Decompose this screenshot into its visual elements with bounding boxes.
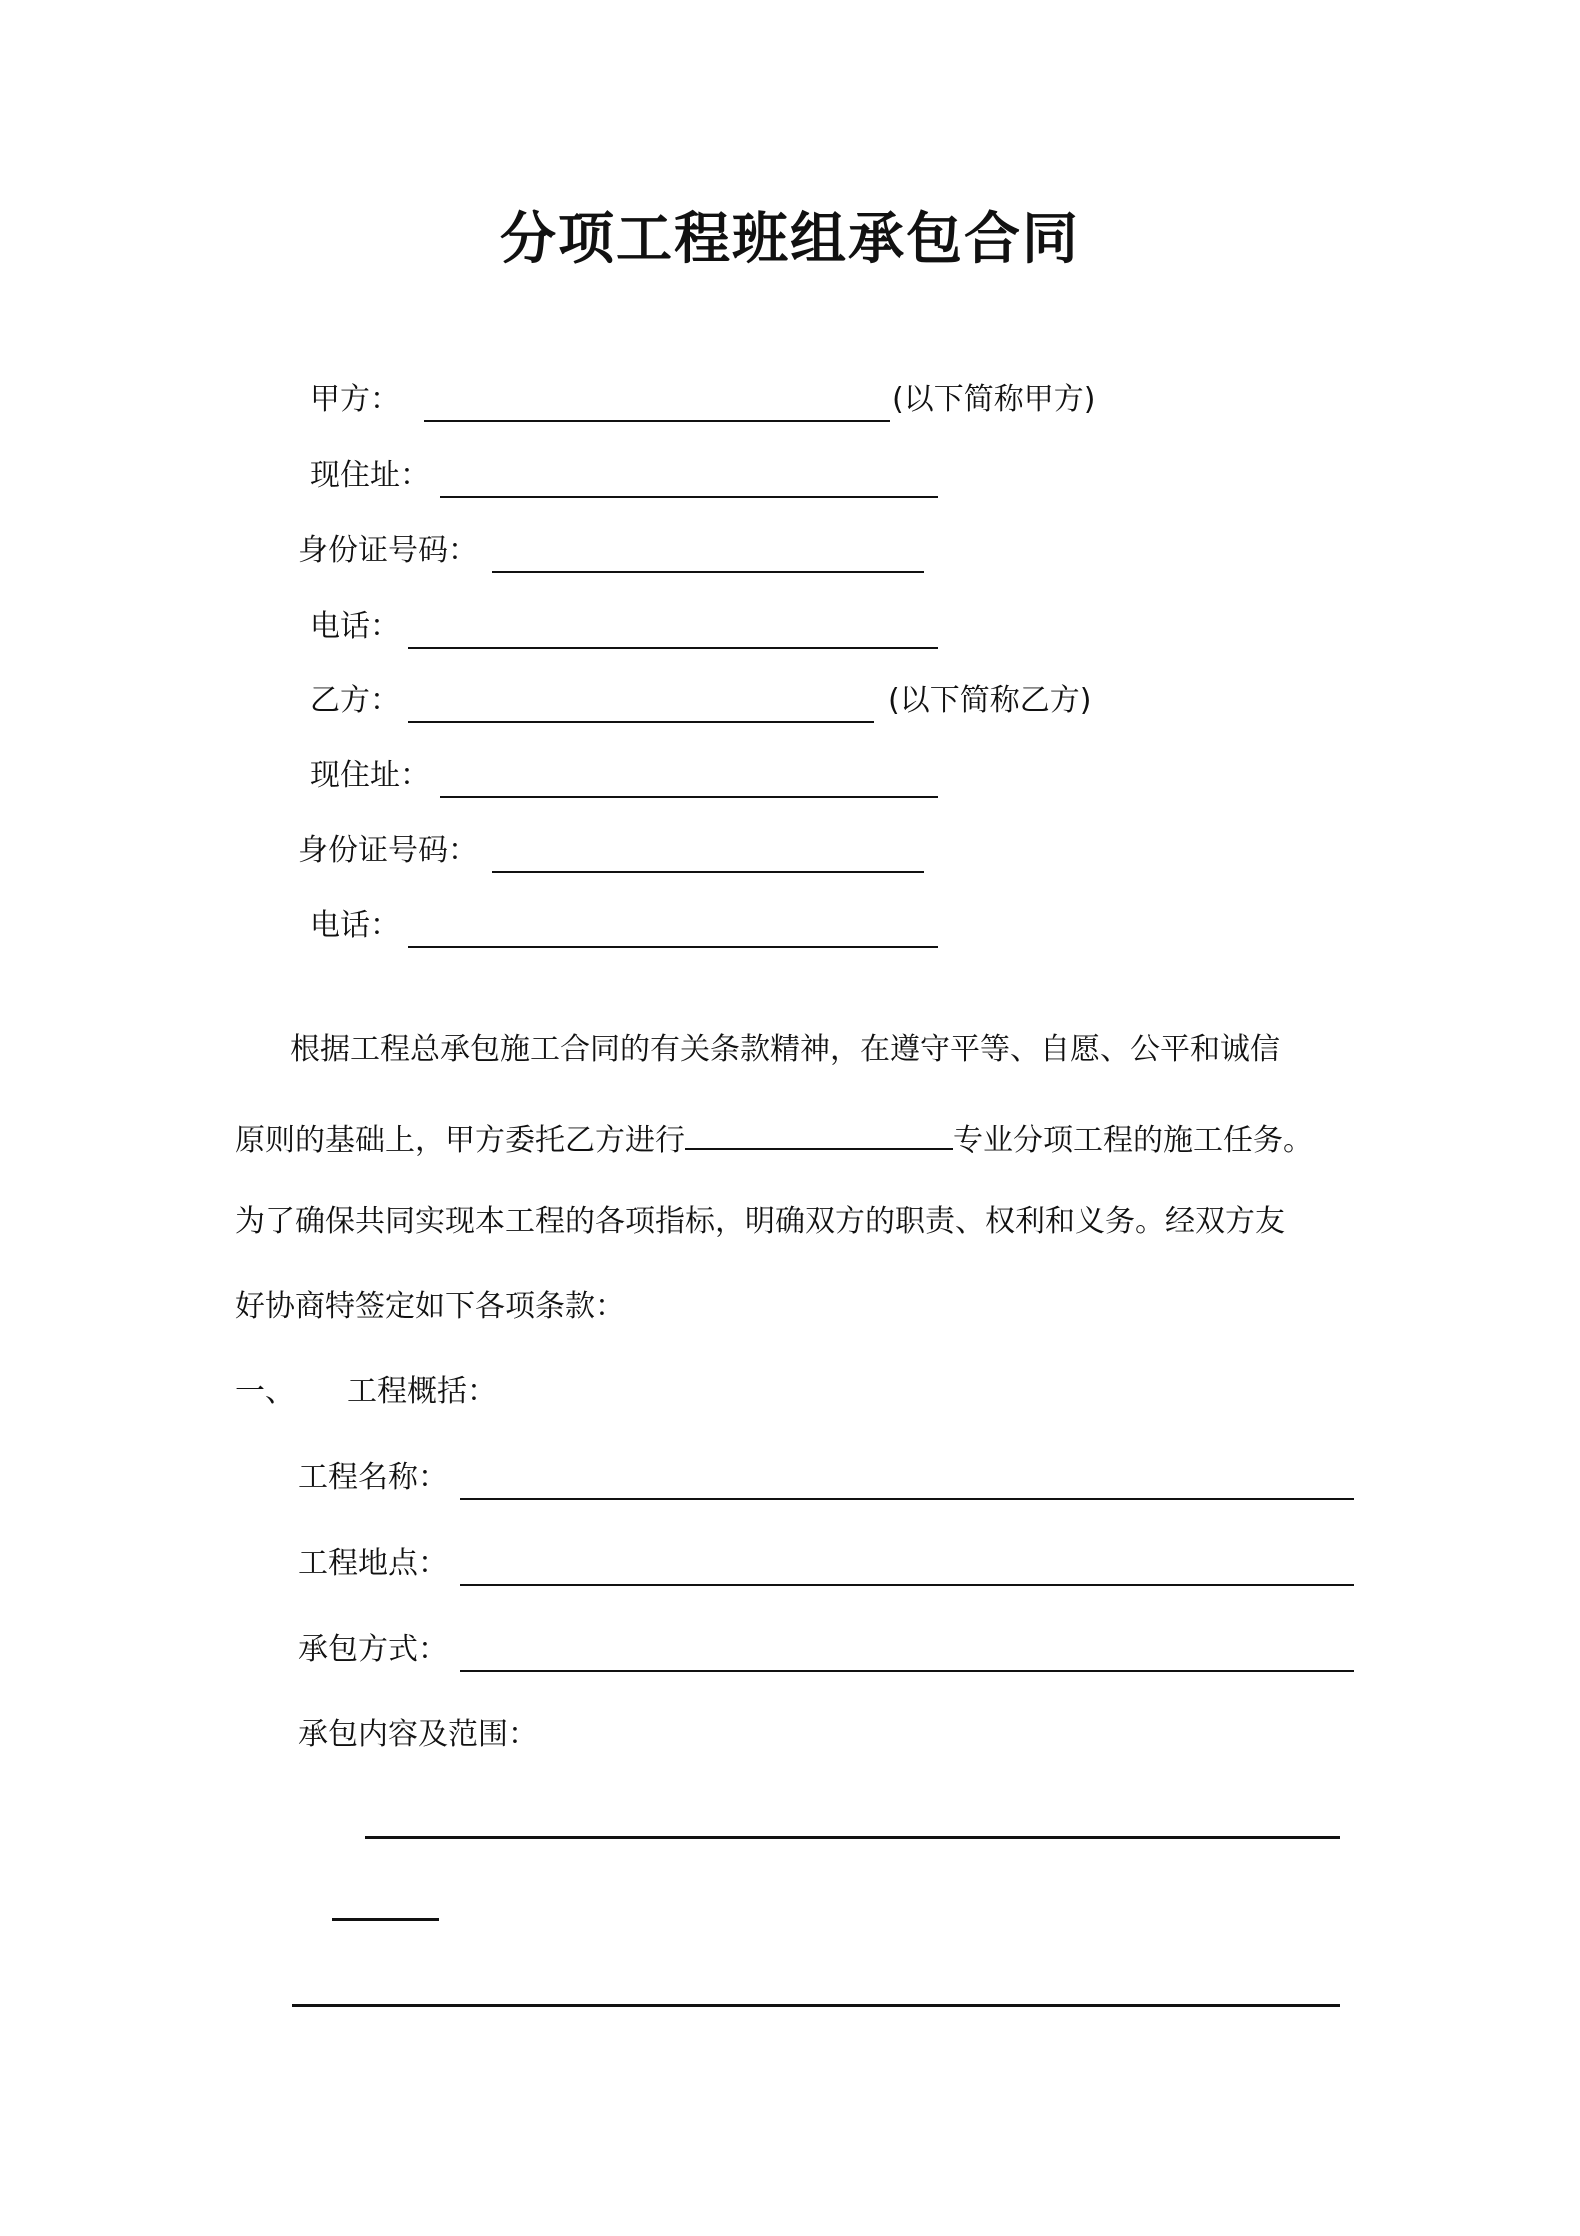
contract-mode-label: 承包方式： <box>298 1632 448 1667</box>
scope-blank-line-3[interactable] <box>292 2004 1340 2007</box>
project-name-label: 工程名称： <box>298 1460 448 1495</box>
scope-blank-line-2[interactable] <box>332 1918 439 1921</box>
party-a-name-label: 甲方： <box>310 382 400 417</box>
party-b-id-row <box>298 827 998 875</box>
preamble-line-4: 好协商特签定如下各项条款： <box>235 1289 625 1324</box>
project-location-blank[interactable] <box>460 1540 1354 1586</box>
party-b-phone-blank[interactable] <box>408 902 938 948</box>
party-b-name-row <box>310 677 1210 725</box>
party-a-phone-label: 电话： <box>310 609 400 644</box>
party-a-name-blank[interactable] <box>424 376 890 422</box>
party-a-address-label: 现住址： <box>310 458 430 493</box>
project-location-label: 工程地点： <box>298 1546 448 1581</box>
contract-mode-row <box>298 1626 1358 1674</box>
scope-blank-line-1[interactable] <box>365 1836 1340 1839</box>
party-b-address-row <box>310 752 1010 800</box>
scope-row <box>298 1711 898 1759</box>
party-a-name-row <box>310 376 1210 424</box>
party-a-id-blank[interactable] <box>492 527 924 573</box>
contract-mode-blank[interactable] <box>460 1626 1354 1672</box>
party-b-name-label: 乙方： <box>310 683 400 718</box>
party-b-id-blank[interactable] <box>492 827 924 873</box>
party-b-address-blank[interactable] <box>440 752 938 798</box>
document-title: 分项工程班组承包合同 <box>500 207 1080 272</box>
party-a-id-row <box>298 527 998 575</box>
specialty-blank[interactable] <box>685 1112 953 1150</box>
project-location-row <box>298 1540 1358 1588</box>
preamble-line-3: 为了确保共同实现本工程的各项指标，明确双方的职责、权利和义务。经双方友 <box>235 1204 1285 1239</box>
party-b-name-suffix: (以下简称乙方) <box>888 683 1092 718</box>
party-a-phone-blank[interactable] <box>408 603 938 649</box>
party-a-name-suffix: (以下简称甲方) <box>892 382 1096 417</box>
party-a-address-blank[interactable] <box>440 452 938 498</box>
party-b-name-blank[interactable] <box>408 677 874 723</box>
preamble-line-1: 根据工程总承包施工合同的有关条款精神，在遵守平等、自愿、公平和诚信 <box>290 1032 1280 1067</box>
party-b-id-label: 身份证号码： <box>298 833 478 868</box>
section-1-number: 一、 <box>235 1374 295 1409</box>
project-name-row <box>298 1454 1358 1502</box>
preamble-line-2-end: 专业分项工程的施工任务。 <box>953 1123 1313 1158</box>
section-1-heading-row <box>235 1368 835 1416</box>
party-b-phone-row <box>310 902 1010 950</box>
project-name-blank[interactable] <box>460 1454 1354 1500</box>
party-b-address-label: 现住址： <box>310 758 430 793</box>
preamble-line-2-start: 原则的基础上，甲方委托乙方进行 <box>235 1123 685 1158</box>
preamble-line-2 <box>235 1112 1355 1165</box>
party-a-address-row <box>310 452 1010 500</box>
party-b-phone-label: 电话： <box>310 908 400 943</box>
party-a-id-label: 身份证号码： <box>298 533 478 568</box>
party-a-phone-row <box>310 603 1010 651</box>
scope-label: 承包内容及范围： <box>298 1717 538 1752</box>
section-1-heading: 工程概括： <box>347 1374 497 1409</box>
